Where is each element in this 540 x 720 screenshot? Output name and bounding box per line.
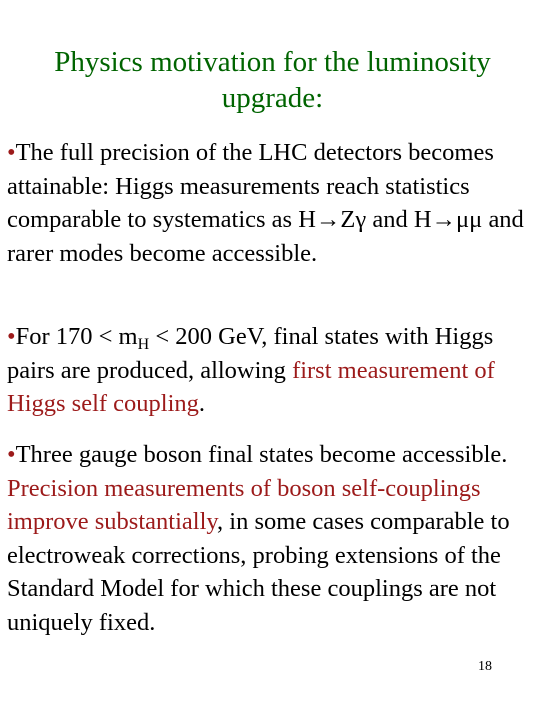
bullet-paragraph-2	[7, 320, 535, 421]
arrow-symbol: →	[431, 206, 457, 233]
slide-title: Physics motivation for the luminosity upgrade:	[54, 46, 491, 114]
bullet-mark: •	[7, 441, 16, 468]
bullet-paragraph-3	[7, 438, 535, 639]
subscript-text: H	[137, 336, 150, 353]
paragraph-text: For 170 < m	[15, 323, 138, 350]
page-number: 18	[478, 659, 492, 674]
paragraph-text: .	[198, 390, 206, 417]
bullet-mark: •	[7, 323, 16, 350]
higgs-symbol: H	[298, 206, 316, 233]
paragraph-text: , in some cases comparable to electroweak corrections, probing extensions of the Standard Model for which these couplings are not uniquely fixed.	[7, 508, 510, 636]
paragraph-text: < 200 GeV, final states with Higgs pairs are produced, allowing	[7, 323, 494, 384]
paragraph-text: and	[366, 206, 414, 233]
paragraph-text: The full precision of the LHC detectors becomes attainable: Higgs measurements reach statistics comparable to systematics as	[7, 139, 494, 233]
highlight-text: first measurement of Higgs self coupling	[7, 356, 495, 417]
paragraph-text: and rarer modes become accessible.	[7, 206, 524, 267]
paragraph-text: Three gauge boson final states become accessible.	[15, 441, 508, 468]
higgs-symbol: H	[413, 206, 432, 233]
decay-products: Zγ	[340, 206, 367, 233]
bullet-mark: •	[7, 139, 16, 166]
arrow-symbol: →	[315, 206, 341, 233]
decay-products: μμ	[456, 206, 483, 233]
highlight-text: Precision measurements of boson self-couplings improve substantially	[7, 474, 481, 535]
bullet-paragraph-1	[7, 136, 535, 270]
